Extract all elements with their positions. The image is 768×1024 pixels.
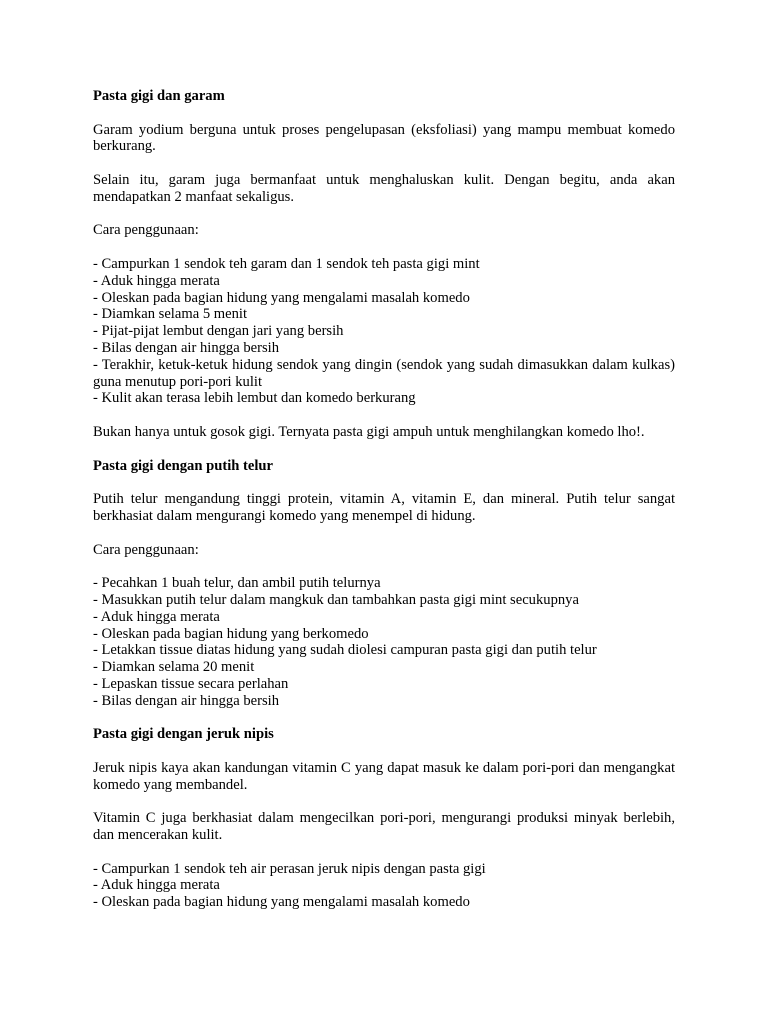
list-item: - Terakhir, ketuk-ketuk hidung sendok yang dingin (sendok yang sudah dimasukkan dalam kulkas) guna menutup pori-pori kulit <box>93 356 675 390</box>
usage-label: Cara penggunaan: <box>93 541 199 558</box>
list-item: - Campurkan 1 sendok teh garam dan 1 sendok teh pasta gigi mint <box>93 255 480 272</box>
usage-label: Cara penggunaan: <box>93 222 199 239</box>
list-item: - Bilas dengan air hingga bersih <box>93 339 280 356</box>
list-item: - Diamkan selama 20 menit <box>93 659 255 676</box>
closing-paragraph: Bukan hanya untuk gosok gigi. Ternyata pasta gigi ampuh untuk menghilangkan komedo lho!. <box>93 423 645 440</box>
section-heading-putih-telur: Pasta gigi dengan putih telur <box>93 457 274 474</box>
list-item: - Campurkan 1 sendok teh air perasan jeruk nipis dengan pasta gigi <box>93 860 486 877</box>
list-item: - Oleskan pada bagian hidung yang mengalami masalah komedo <box>93 289 470 306</box>
list-item: - Aduk hingga merata <box>93 877 220 894</box>
list-item: - Masukkan putih telur dalam mangkuk dan tambahkan pasta gigi mint secukupnya <box>93 591 579 608</box>
list-item: - Letakkan tissue diatas hidung yang sudah diolesi campuran pasta gigi dan putih telur <box>93 642 597 659</box>
list-item: - Oleskan pada bagian hidung yang berkomedo <box>93 625 369 642</box>
list-item: - Pecahkan 1 buah telur, dan ambil putih telurnya <box>93 575 381 592</box>
list-item: - Diamkan selama 5 menit <box>93 306 247 323</box>
paragraph: Putih telur mengandung tinggi protein, vitamin A, vitamin E, dan mineral. Putih telur sangat berkhasiat dalam mengurangi komedo yang menempel di hidung. <box>93 491 675 524</box>
list-item: - Kulit akan terasa lebih lembut dan komedo berkurang <box>93 390 416 407</box>
list-item: - Aduk hingga merata <box>93 272 220 289</box>
paragraph: Jeruk nipis kaya akan kandungan vitamin C yang dapat masuk ke dalam pori-pori dan mengangkat komedo yang membandel. <box>93 759 675 793</box>
paragraph: Vitamin C juga berkhasiat dalam mengecilkan pori-pori, mengurangi produksi minyak berlebih, dan mencerakan kulit. <box>93 810 675 844</box>
list-item: - Bilas dengan air hingga bersih <box>93 692 280 709</box>
steps-list <box>93 575 675 709</box>
list-item: - Lepaskan tissue secara perlahan <box>93 675 289 692</box>
section-heading-jeruk-nipis: Pasta gigi dengan jeruk nipis <box>93 726 274 743</box>
section-heading-garam: Pasta gigi dan garam <box>93 88 225 104</box>
list-item: - Aduk hingga merata <box>93 608 220 625</box>
steps-list <box>93 861 675 911</box>
document-body <box>93 88 675 911</box>
paragraph: Selain itu, garam juga bermanfaat untuk menghaluskan kulit. Dengan begitu, anda akan mendapatkan 2 manfaat sekaligus. <box>93 171 675 205</box>
list-item: - Oleskan pada bagian hidung yang mengalami masalah komedo <box>93 894 470 911</box>
paragraph: Garam yodium berguna untuk proses pengelupasan (eksfoliasi) yang mampu membuat komedo berkurang. <box>93 121 675 155</box>
steps-list <box>93 256 675 407</box>
list-item: - Pijat-pijat lembut dengan jari yang bersih <box>93 323 344 340</box>
